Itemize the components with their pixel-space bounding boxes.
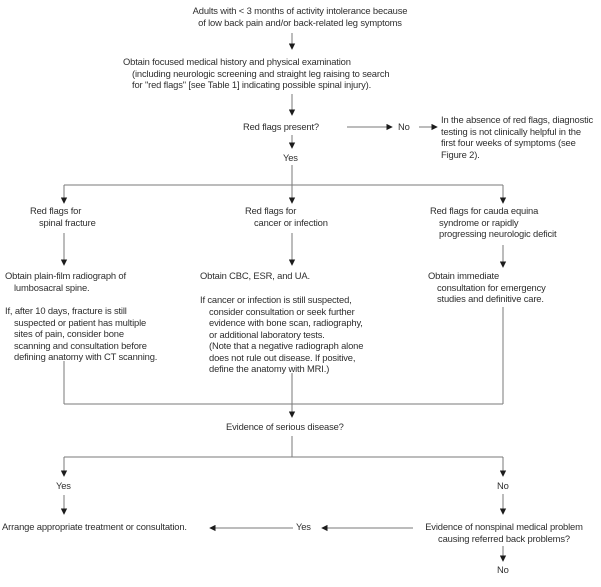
intro-node: Adults with < 3 months of activity intolerance because of low back pain and/or back-related leg symptoms [192,5,408,28]
no-label-nonspinal: No [497,564,509,575]
yes-label-nonspinal: Yes [296,521,311,532]
arrange-treatment-action: Arrange appropriate treatment or consultation. [2,521,187,532]
fracture-action-radiograph: Obtain plain-film radiograph of lumbosacral spine. [5,270,126,293]
yes-label-red-flags: Yes [283,152,298,163]
no-label-serious: No [497,480,509,491]
cancer-action-labs: Obtain CBC, ESR, and UA. [200,270,310,281]
red-flags-question: Red flags present? [243,121,319,132]
nonspinal-question: Evidence of nonspinal medical problem causing referred back problems? [425,521,583,544]
yes-label-serious: Yes [56,480,71,491]
cancer-action-followup: If cancer or infection is still suspected, consider consultation or seek further evidence with bone scan, radiography, or additional laboratory tests. (Note that a negative radiograph alone does not rule out disease. If positive, define the anatomy with MRI.) [200,294,364,374]
no-label-red-flags: No [398,121,410,132]
absence-note: In the absence of red flags, diagnostic testing is not clinically helpful in the first four weeks of symptoms (see Figure 2). [441,114,594,160]
fracture-action-followup: If, after 10 days, fracture is still suspected or patient has multiple sites of pain, consider bone scanning and consultation before defining anatomy with CT scanning. [5,305,158,362]
serious-disease-question: Evidence of serious disease? [226,421,344,432]
branch-label-cancer-infection: Red flags for cancer or infection [245,205,328,228]
exam-node: Obtain focused medical history and physical examination (including neurologic screening and straight leg raising to search for "red flags" [see Table 1] indicating possible spinal injury). [123,56,390,90]
branch-label-cauda-equina: Red flags for cauda equina syndrome or rapidly progressing neurologic deficit [430,205,557,239]
cauda-action-consultation: Obtain immediate consultation for emergency studies and definitive care. [428,270,546,304]
branch-label-fracture: Red flags for spinal fracture [30,205,96,228]
